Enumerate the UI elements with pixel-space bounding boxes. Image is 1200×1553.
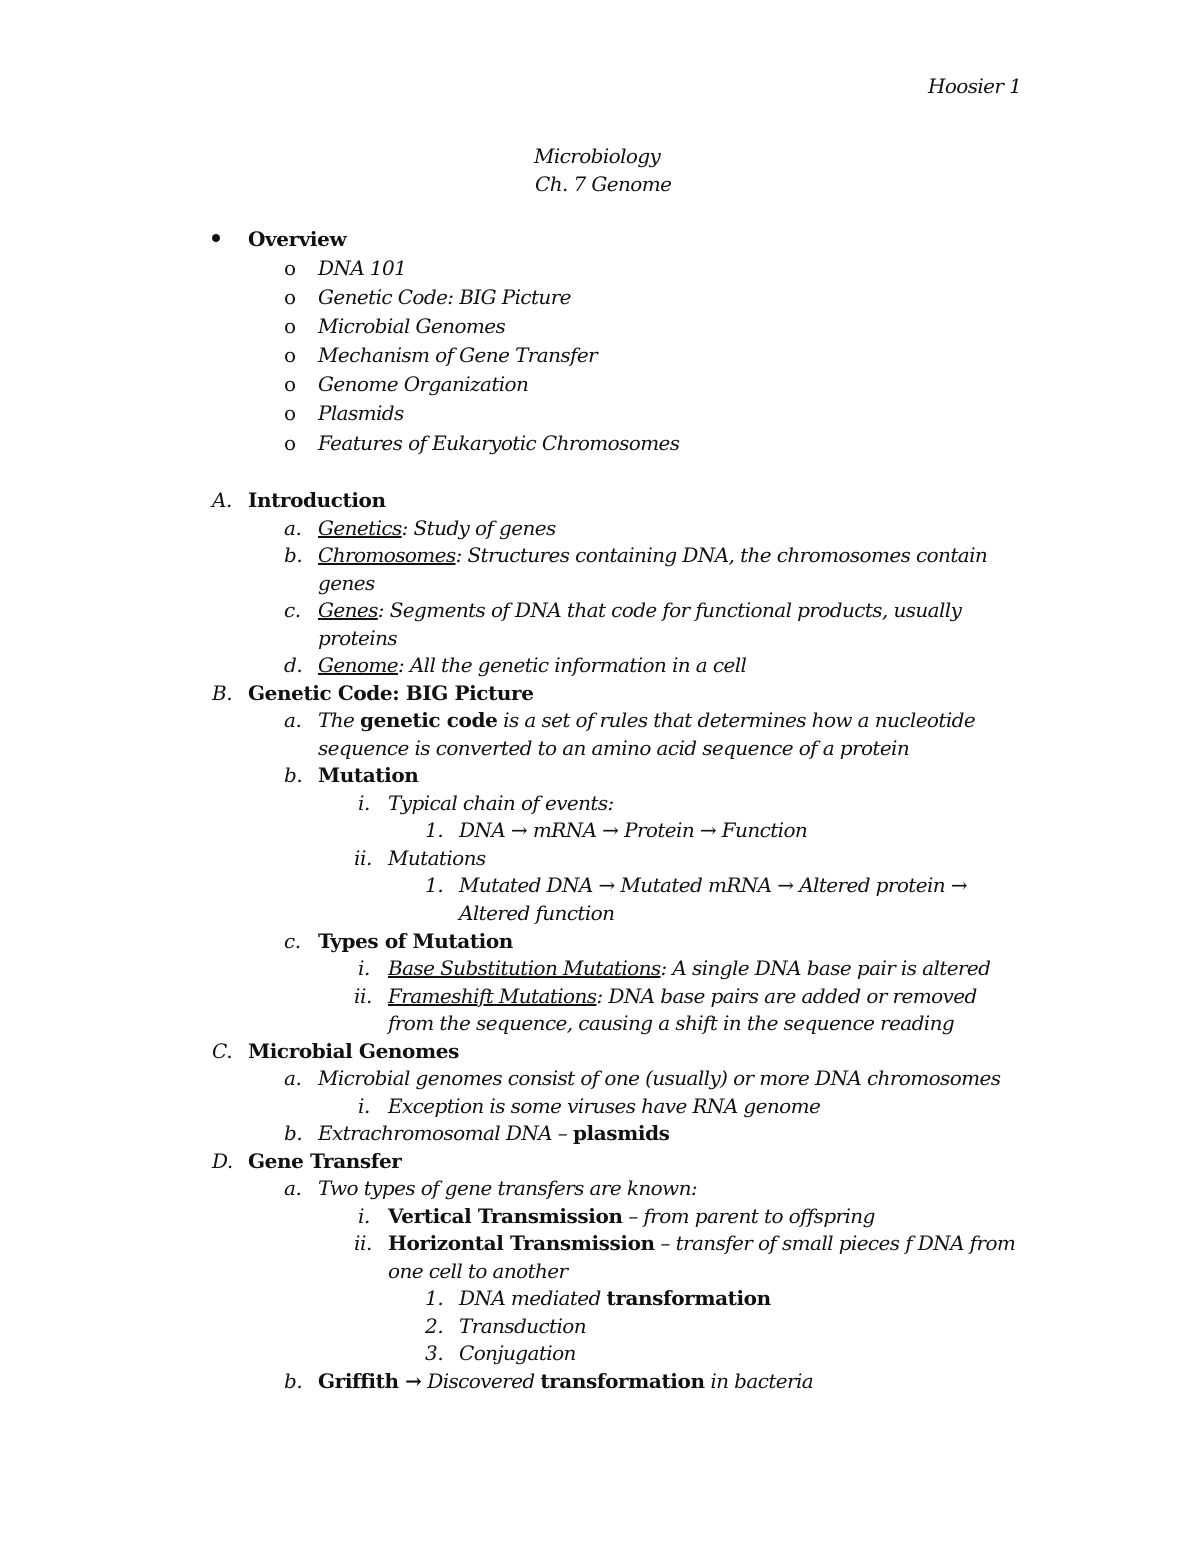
section-heading: Gene Transfer	[248, 1149, 402, 1173]
list-item: DNA mediated transformation	[459, 1286, 771, 1310]
list-item: Genome: All the genetic information in a cell	[318, 653, 747, 677]
bullet-disc	[212, 234, 220, 242]
item-marker: a.	[284, 1066, 302, 1090]
bullet-circle: o	[284, 256, 297, 280]
bullet-circle: o	[284, 343, 297, 367]
item-marker: c.	[284, 929, 301, 953]
overview-item: Plasmids	[318, 401, 404, 425]
list-item: Two types of gene transfers are known:	[318, 1176, 697, 1200]
list-item: Transduction	[459, 1314, 587, 1338]
section-heading: Genetic Code: BIG Picture	[248, 681, 534, 705]
overview-item: Mechanism of Gene Transfer	[318, 343, 598, 367]
list-item: Genes: Segments of DNA that code for functional products, usually	[318, 598, 962, 622]
list-item-continuation: genes	[318, 571, 375, 595]
term: Frameshift Mutations	[388, 984, 597, 1008]
list-item: Conjugation	[459, 1341, 576, 1365]
item-marker: ii.	[354, 1231, 372, 1255]
page-header: Hoosier 1	[928, 74, 1022, 98]
list-item: Frameshift Mutations: DNA base pairs are added or removed	[388, 984, 977, 1008]
overview-item: Genetic Code: BIG Picture	[318, 285, 571, 309]
item-marker: i.	[358, 791, 370, 815]
list-item: Microbial genomes consist of one (usually) or more DNA chromosomes	[318, 1066, 1001, 1090]
item-marker: i.	[358, 1094, 370, 1118]
document-title: Microbiology	[534, 144, 661, 168]
list-item: Chromosomes: Structures containing DNA, the chromosomes contain	[318, 543, 988, 567]
item-marker: 3.	[425, 1341, 444, 1365]
item-marker: 1.	[425, 1286, 444, 1310]
item-marker: a.	[284, 1176, 302, 1200]
overview-item: DNA 101	[318, 256, 407, 280]
list-item: Griffith → Discovered transformation in bacteria	[318, 1369, 814, 1393]
overview-item: Genome Organization	[318, 372, 529, 396]
list-item-continuation: sequence is converted to an amino acid sequence of a protein	[318, 736, 910, 760]
overview-item: Microbial Genomes	[318, 314, 506, 338]
overview-item: Features of Eukaryotic Chromosomes	[318, 431, 680, 455]
item-marker: b.	[284, 543, 303, 567]
item-marker: b.	[284, 763, 303, 787]
section-marker: C.	[212, 1039, 233, 1063]
section-marker: A.	[212, 488, 233, 512]
item-marker: 1.	[425, 818, 444, 842]
bullet-circle: o	[284, 431, 297, 455]
item-marker: a.	[284, 516, 302, 540]
term: Genetics	[318, 516, 402, 540]
list-item: Genetics: Study of genes	[318, 516, 556, 540]
item-marker: i.	[358, 956, 370, 980]
subheading: Mutation	[318, 763, 419, 787]
list-item: DNA → mRNA → Protein → Function	[459, 818, 808, 842]
list-item-continuation: Altered function	[459, 901, 615, 925]
item-marker: b.	[284, 1369, 303, 1393]
section-marker: B.	[212, 681, 233, 705]
bullet-circle: o	[284, 372, 297, 396]
item-marker: d.	[284, 653, 303, 677]
item-marker: c.	[284, 598, 301, 622]
list-item: Vertical Transmission – from parent to offspring	[388, 1204, 875, 1228]
list-item: Exception is some viruses have RNA genome	[388, 1094, 821, 1118]
item-marker: b.	[284, 1121, 303, 1145]
item-marker: 1.	[425, 873, 444, 897]
list-item: Extrachromosomal DNA – plasmids	[318, 1121, 670, 1145]
list-item-continuation: proteins	[318, 626, 398, 650]
term: Genes	[318, 598, 378, 622]
bullet-circle: o	[284, 314, 297, 338]
document-subtitle: Ch. 7 Genome	[535, 172, 672, 196]
section-marker: D.	[212, 1149, 233, 1173]
item-marker: a.	[284, 708, 302, 732]
bullet-circle: o	[284, 285, 297, 309]
list-item: Horizontal Transmission – transfer of small pieces f DNA from	[388, 1231, 1016, 1255]
section-heading: Microbial Genomes	[248, 1039, 459, 1063]
list-item-continuation: one cell to another	[388, 1259, 568, 1283]
term: Base Substitution Mutations	[388, 956, 661, 980]
list-item-continuation: from the sequence, causing a shift in the sequence reading	[388, 1011, 955, 1035]
item-marker: ii.	[354, 984, 372, 1008]
section-heading: Introduction	[248, 488, 386, 512]
subheading: Types of Mutation	[318, 929, 513, 953]
list-item: The genetic code is a set of rules that determines how a nucleotide	[318, 708, 976, 732]
term: Genome	[318, 653, 398, 677]
item-marker: 2.	[425, 1314, 444, 1338]
list-item: Typical chain of events:	[388, 791, 614, 815]
list-item: Mutations	[388, 846, 486, 870]
list-item: Base Substitution Mutations: A single DNA base pair is altered	[388, 956, 991, 980]
item-marker: i.	[358, 1204, 370, 1228]
overview-heading: Overview	[248, 227, 347, 251]
bullet-circle: o	[284, 401, 297, 425]
item-marker: ii.	[354, 846, 372, 870]
term: Chromosomes	[318, 543, 456, 567]
list-item: Mutated DNA → Mutated mRNA → Altered protein →	[459, 873, 967, 897]
